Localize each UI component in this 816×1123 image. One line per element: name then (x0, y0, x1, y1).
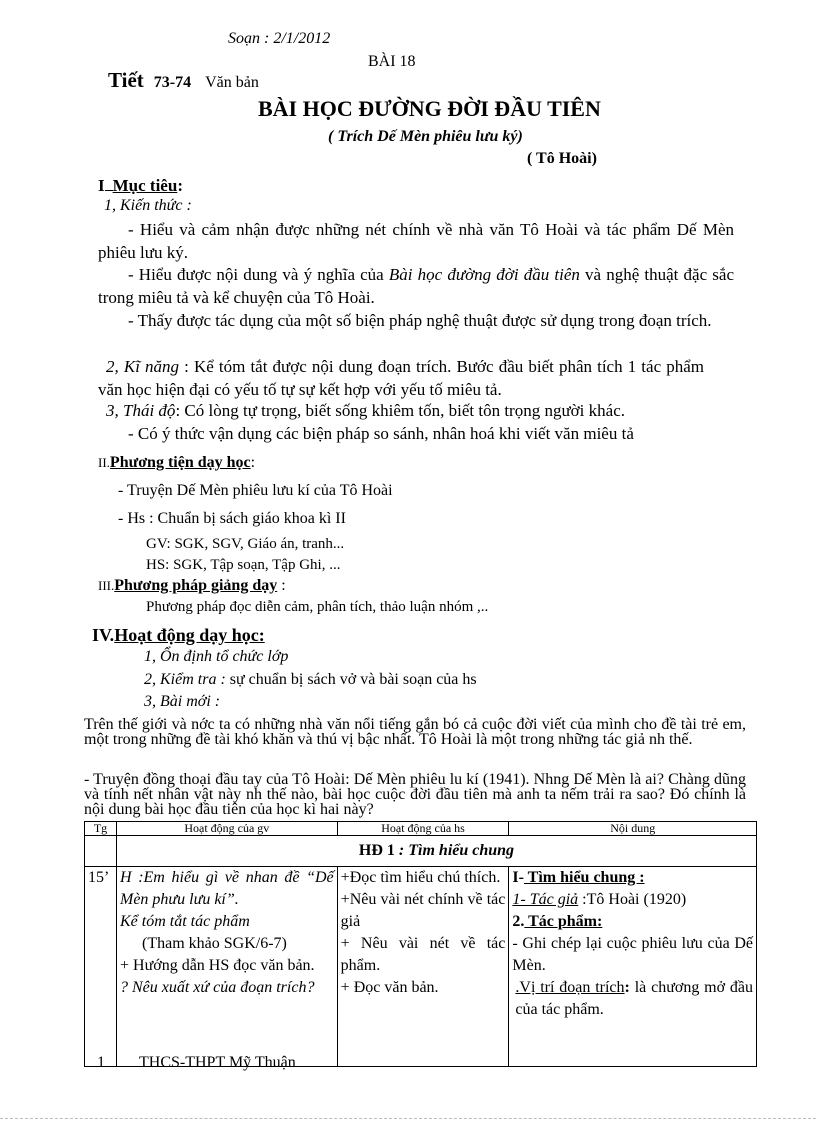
nd-line-3-text: Tác phẩm: (524, 913, 603, 930)
nd-line-3 (512, 911, 753, 933)
intro-paragraph-1: Trên thế giới và nớc ta có những nhà văn nổi tiếng gắn bó cả cuộc đời viết của mình cho đề tài trẻ em, một trong những đề tài khó khăn và thú vị bậc nhất. Tô Hoài là một trong những tác giả nh thế. (84, 716, 746, 748)
ki-nang-text: : Kể tóm tắt được nội dung đoạn trích. Bước đầu biết phân tích 1 tác phẩm văn học hiện đại có yếu tố tự sự kết hợp với yếu tố miêu tả. (98, 357, 704, 399)
gv-cell (116, 867, 337, 1067)
nd-line-1 (512, 867, 753, 889)
header-hs: Hoạt động của hs (337, 822, 509, 836)
tiet-word: Tiết (108, 68, 144, 92)
nd-line-5-text: là chương mở đầu của tác phẩm. (515, 979, 754, 1018)
hs-line-4: + Đọc văn bản. (340, 979, 439, 996)
thai-do-label: 3, Thái độ (106, 401, 176, 420)
section-3-colon: : (277, 577, 286, 594)
kien-thuc-item-1: - Hiểu và cảm nhận được những nét chính về nhà văn Tô Hoài và tác phẩm Dế Mèn phiêu lưu ký. (98, 220, 734, 262)
gv-line-5: ? Nêu xuất xứ của đoạn trích? (119, 979, 315, 996)
hs-cell (337, 867, 509, 1067)
header-noi-dung: Nội dung (509, 822, 757, 836)
nd-line-3-num: 2. (512, 913, 525, 930)
section-3-number: III. (98, 578, 115, 593)
section-3-text: Phương pháp đọc diễn cảm, phân tích, thảo luận nhóm ,.. (146, 599, 489, 615)
thai-do (106, 401, 625, 421)
section-2-colon: : (250, 454, 256, 471)
section-3-title: Phương pháp giảng dạy (114, 577, 278, 594)
section-2-item-2: - Hs : Chuẩn bị sách giáo khoa kì II (118, 510, 346, 527)
hd1-rest: : Tìm hiểu chung (394, 842, 515, 859)
section-2-title: Phương tiện dạy học (109, 454, 251, 471)
kien-thuc-item-2-a: - Hiểu được nội dung và ý nghĩa của (128, 265, 389, 284)
nd-line-5-label: .Vị trí đoạn trích (515, 979, 625, 996)
section-4-number: IV. (92, 625, 115, 645)
school-name: THCS-THPT Mỹ Thuận (139, 1054, 296, 1071)
section-2-heading (98, 454, 255, 472)
section-1-colon: : (177, 176, 183, 195)
van-ban-label: Văn bản (205, 74, 259, 91)
page-title: BÀI HỌC ĐƯỜNG ĐỜI ĐẦU TIÊN (258, 96, 601, 121)
hs-line-2: +Nêu vài nét chính về tác giả (340, 891, 506, 930)
kien-thuc-item-2-b: và nghệ thuật đặc sắc trong miêu tả và kể chuyện của Tô Hoài. (98, 265, 734, 307)
lesson-number: BÀI 18 (368, 53, 416, 70)
noi-dung-cell (509, 867, 757, 1067)
thai-do-text: : Có lòng tự trọng, biết sống khiêm tốn, biết tôn trọng người khác. (175, 401, 625, 420)
author: ( Tô Hoài) (527, 150, 597, 167)
hd1-label: HĐ 1 (358, 842, 395, 859)
intro-paragraph-2: - Truyện đồng thoại đầu tay của Tô Hoài: Dế Mèn phiêu lu kí (1941). Nhng Dế Mèn là ai? Chàng dũng và tính nết nhân vật này nh thế nào, bài học cuộc đời đầu tiên mà anh ta nếm trải ra sao? Đó chính là nội dung bài học đầu tiên của học kì hai này? (84, 771, 746, 818)
nd-line-1-text: Tìm hiểu chung : (523, 869, 645, 886)
nd-line-5-colon: : (624, 979, 630, 996)
header-gv: Hoạt động của gv (116, 822, 337, 836)
gv-line-4: + Hướng dẫn HS đọc văn bản. (119, 957, 315, 974)
ki-nang (98, 355, 704, 401)
kien-thuc-item-3: - Thấy được tác dụng của một số biện pháp nghệ thuật được sử dụng trong đoạn trích. (128, 311, 712, 330)
hs-line-3: + Nêu vài nét về tác phẩm. (340, 935, 506, 974)
section-2-gv: GV: SGK, SGV, Giáo án, tranh... (146, 536, 345, 552)
kien-thuc-item-2-italic: Bài học đường đời đầu tiên (388, 265, 580, 284)
hd1-row (85, 836, 757, 867)
tiet-number: 73-74 (153, 74, 192, 91)
kien-thuc-colon: : (182, 197, 192, 214)
section-1-heading (98, 176, 183, 196)
gv-line-1-prefix: H : (119, 869, 144, 886)
page-bottom-divider (0, 1118, 816, 1119)
gv-line-3: (Tham khảo SGK/6-7) (141, 935, 287, 952)
kiem-tra-label: 2, Kiểm tra : (144, 671, 226, 688)
kiem-tra (144, 671, 477, 689)
section-3-heading (98, 577, 286, 595)
kien-thuc-label (104, 197, 192, 215)
nd-line-4: - Ghi chép lại cuộc phiêu lưu của Dế Mèn. (512, 935, 753, 974)
nd-line-2-label: 1- Tác giả (512, 891, 579, 908)
bai-moi: 3, Bài mới : (144, 693, 221, 710)
nd-line-5 (512, 977, 753, 1021)
nd-line-2 (512, 889, 753, 911)
section-2-hs: HS: SGK, Tập soạn, Tập Ghi, ... (146, 557, 341, 573)
hd1-title (116, 836, 756, 867)
section-1-title: Mục tiêu (112, 176, 178, 195)
header-tg: Tg (85, 822, 117, 836)
gv-line-1 (120, 867, 334, 911)
ki-nang-label: 2, Kĩ năng (106, 357, 180, 376)
on-dinh: 1, Ổn định tổ chức lớp (144, 648, 289, 665)
kien-thuc-text: 1, Kiến thức (104, 197, 183, 214)
soan-date: Soạn : 2/1/2012 (228, 30, 331, 47)
nd-line-1-num: I- (512, 869, 524, 886)
section-2-number: II. (98, 455, 110, 470)
hs-line-1: +Đọc tìm hiểu chú thích. (340, 869, 501, 886)
thai-do-item-2: - Có ý thức vận dụng các biện pháp so sánh, nhân hoá khi viết văn miêu tả (128, 424, 634, 443)
page-number: 1 (97, 1054, 105, 1071)
kiem-tra-text: sự chuẩn bị sách vở và bài soạn của hs (225, 671, 477, 688)
section-4-heading (92, 625, 265, 646)
gv-line-2: Kể tóm tắt tác phẩm (119, 913, 250, 930)
section-1-number: I (98, 176, 105, 195)
kien-thuc-item-2 (98, 263, 734, 309)
gv-line-1-text: Em hiểu gì về nhan đề “Dế Mèn phưu lưu kí”. (119, 869, 334, 908)
time-cell: 15’ (85, 867, 117, 1067)
section-4-title: Hoạt động dạy học: (114, 625, 265, 645)
table-row (85, 867, 757, 1067)
hd1-empty (85, 836, 117, 867)
section-2-item-1: - Truyện Dế Mèn phiêu lưu kí của Tô Hoài (118, 482, 393, 499)
lesson-table (84, 821, 757, 1067)
tiet-line (108, 68, 259, 93)
page-subtitle: ( Trích Dế Mèn phiêu lưu ký) (328, 128, 523, 145)
table-header-row (85, 822, 757, 836)
nd-line-2-text: :Tô Hoài (1920) (578, 891, 687, 908)
